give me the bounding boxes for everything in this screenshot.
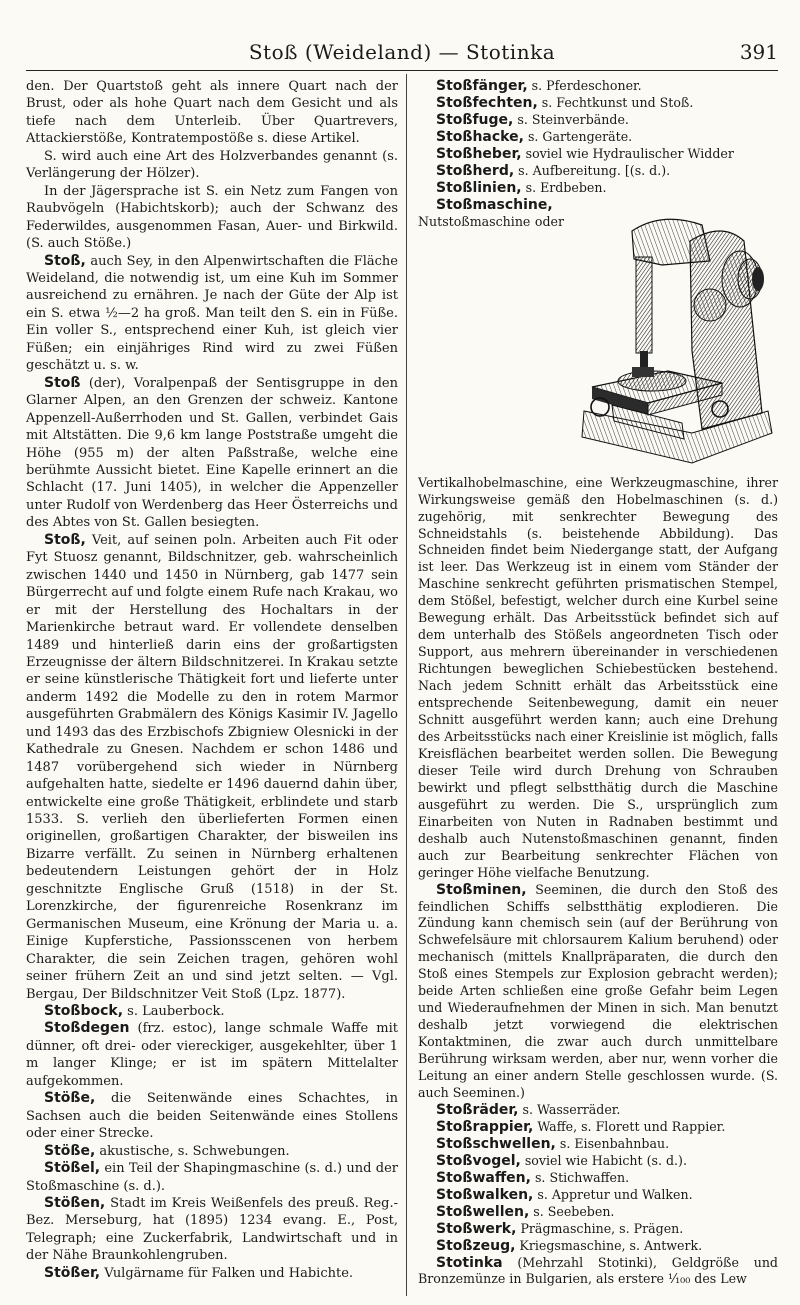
entry: Stoßrappier, Waffe, s. Florett und Rappier. bbox=[436, 1118, 726, 1135]
right-column bbox=[418, 78, 778, 1288]
headword: Stoßschwellen, bbox=[436, 1135, 556, 1152]
entry: Stoßdegen (frz. estoc), lange schmale Waffe mit dünner, oft drei- oder viereckiger, ausgekehlter, über 1 m langer Klinge; er ist im spätern Mittelalter aufgekommen. bbox=[26, 1020, 398, 1089]
headword: Stoßlinien, bbox=[436, 179, 522, 196]
entry: Stoßhacke, s. Gartengeräte. bbox=[436, 128, 633, 145]
headword: Stößen, bbox=[44, 1195, 106, 1211]
headword: Stoßwellen, bbox=[436, 1203, 530, 1220]
entry: Stoßfänger, s. Pferdeschoner. bbox=[436, 78, 642, 94]
headword: Stoßräder, bbox=[436, 1101, 519, 1118]
entry: Stoßherd, s. Aufbereitung. [(s. d.). bbox=[436, 162, 671, 179]
headword: Stoßbock, bbox=[44, 1003, 124, 1020]
entry: Stoßvogel, soviel wie Habicht (s. d.). bbox=[436, 1152, 687, 1169]
headword: Stoßfuge, bbox=[436, 111, 514, 128]
entry: Stoßräder, s. Wasserräder. bbox=[436, 1101, 621, 1118]
headword: Stoßdegen bbox=[44, 1020, 130, 1037]
entry: Stoß, auch Sey, in den Alpenwirtschaften die Fläche Weideland, die notwendig ist, um eine Kuh im Sommer ausreichend zu ernähren. Je nach der Güte der Alp ist ein S. etwa ½—2 ha groß. Man teilt den S. ein in Füße. Ein voller S., entsprechend einer Kuh, ist gleich vier Füßen; ein einjähriges Rind wird zu zwei Füßen geschätzt u. s. w. bbox=[26, 252, 398, 374]
column-divider bbox=[406, 74, 407, 1296]
entry: Stößel, ein Teil der Shapingmaschine (s. d.) und der Stoßmaschine (s. d.). bbox=[26, 1160, 398, 1194]
entry: Stoßmaschine, Nutstoßmaschine oder Vertikalhobelmaschine, eine Werkzeugmaschine, ihrer Wirkungsweise gemäß den Hobelmaschinen (s. d.) zugehörig, mit senkrechter Bewegung des Schneidstahls (s. beistehende Abbildung). Das Schneiden findet beim Niedergange statt, der Aufgang ist leer. Das Werkzeug ist in einem vom Ständer der Maschine senkrecht geführten prismatischen Stempel, dem Stößel, befestigt, welcher durch eine Kurbel seine Bewegung erhält. Das Arbeitsstück befindet sich auf dem unterhalb des Stößels angeordneten Tisch oder Support, aus mehrern übereinander in verschiedenen Richtungen beweglichen Schiebestücken bestehend. Nach jedem Schnitt erhält das Arbeitsstück eine entsprechende Seitenbewegung, damit ein neuer Schnitt ausgeführt werden kann; auch eine Drehung des Arbeitsstücks nach einer Kreislinie ist möglich, falls Kreisflächen bearbeitet werden sollen. Die Bewegung dieser Teile wird durch Drehung von Schrauben bewirkt und pflegt selbstthätig durch die Maschine ausgeführt zu werden. Die S., ursprünglich zum Einarbeiten von Nuten in Radnaben bestimmt und deshalb auch Nutenstoßmaschinen genannt, finden auch zur Bearbeitung senkrechter Flächen von geringer Höhe vielfache Benutzung. bbox=[418, 196, 778, 880]
headword: Stoßwaffen, bbox=[436, 1169, 531, 1186]
headword: Stoßfechten, bbox=[436, 94, 538, 111]
headword: Stoßherd, bbox=[436, 162, 515, 179]
entry: Stoßfuge, s. Steinverbände. bbox=[436, 111, 629, 128]
entry: Stoßheber, soviel wie Hydraulischer Widder bbox=[436, 145, 734, 162]
entry: Stöße, die Seitenwände eines Schachtes, in Sachsen auch die beiden Seitenwände eines Stollens oder einer Strecke. bbox=[26, 1090, 398, 1142]
headword: Stöße, bbox=[44, 1142, 96, 1159]
entry: Stoß, Veit, auf seinen poln. Arbeiten auch Fit oder Fyt Stuosz genannt, Bildschnitzer, geb. wahrscheinlich zwischen 1440 und 1450 in Nürnberg, gab 1477 sein Bürgerrecht auf und folgte einem Rufe nach Krakau, wo er mit der Herstellung des Hochaltars in der Marienkirche betraut ward. Er vollendete denselben 1489 und hinterließ darin eins der großartigsten Erzeugnisse der ältern Bildschnitzerei. In Krakau setzte er seine künstlerische Thätigkeit fort und lieferte unter anderm 1492 die Modelle zu den in rotem Marmor ausgeführten Grabmälern des Königs Kasimir IV. Jagello und 1493 das des Erzbischofs Zbigniew Olesnicki in der Kathedrale zu Gnesen. Nachdem er schon 1486 und 1487 vorübergehend sich wieder in Nürnberg aufgehalten hatte, siedelte er 1496 dauernd dahin über, entwickelte eine große Thätigkeit, erblindete und starb 1533. S. verlieh den überlieferten Formen einen originellen, großartigen Charakter, der bisweilen ins Bizarre verfällt. Zu seinen in Nürnberg erhaltenen bedeutendern Leistungen gehört der in Holz geschnitzte Englische Gruß (1518) in der St. Lorenzkirche, der figurenreiche Rosenkranz im Germanischen Museum, eine Krönung der Maria u. a. Einige Kupferstiche, Passionsscenen von herbem Charakter, die sein Zeichen tragen, gehören wohl seiner frühern Zeit an und sind jetzt selten. — Vgl. Bergau, Der Bildschnitzer Veit Stoß (Lpz. 1877). bbox=[26, 531, 398, 1002]
page-number: 391 bbox=[739, 40, 778, 64]
headword: Stoßminen, bbox=[436, 881, 527, 898]
entry-continuation: den. Der Quartstoß geht als innere Quart nach der Brust, oder als hohe Quart nach dem Gesicht und als tiefe nach dem Unterleib. Über Quartrevers, Attackierstöße, Kontratempostöße s. diese Artikel. bbox=[26, 79, 398, 147]
entry: Stoßwaffen, s. Stichwaffen. bbox=[436, 1169, 630, 1186]
entry: Stößen, Stadt im Kreis Weißenfels des preuß. Reg.-Bez. Merseburg, hat (1895) 1234 evang. E., Post, Telegraph; eine Zuckerfabrik, Landwirtschaft und in der Nähe Braunkohlengruben. bbox=[26, 1195, 398, 1264]
entry: Stößer, Vulgärname für Falken und Habichte. bbox=[44, 1264, 354, 1281]
entry: Stoßwerk, Prägmaschine, s. Prägen. bbox=[436, 1220, 684, 1237]
entry: Stoß (der), Voralpenpaß der Sentisgruppe in den Glarner Alpen, an den Grenzen der schweiz. Kantone Appenzell-Außerrhoden und St. Gallen, verbindet Gais mit Altstätten. Die 9,6 km lange Poststraße umgeht die Höhe (955 m) der alten Paßstraße, welche eine berühmte Aussicht bietet. Eine Kapelle erinnert an die Schlacht (17. Juni 1405), in welcher die Appenzeller unter Rudolf von Werdenberg das Heer Österreichs und des Abtes von St. Gallen besiegten. bbox=[26, 374, 398, 531]
headword: Stoß, bbox=[44, 531, 86, 548]
headword: Stoßfänger, bbox=[436, 78, 528, 94]
headword: Stoß bbox=[44, 374, 81, 391]
headword: Stotinka bbox=[436, 1254, 503, 1271]
entry: Stöße, akustische, s. Schwebungen. bbox=[44, 1142, 290, 1159]
headword: Stoßmaschine, bbox=[436, 196, 553, 213]
entry: Stoßfechten, s. Fechtkunst und Stoß. bbox=[436, 94, 694, 111]
entry: Stoßbock, s. Lauberbock. bbox=[44, 1003, 225, 1020]
headword: Stoßhacke, bbox=[436, 128, 524, 145]
headword: Stößel, bbox=[44, 1160, 101, 1177]
left-column bbox=[26, 78, 398, 1282]
machine-illustration bbox=[572, 201, 778, 473]
entry: Stotinka (Mehrzahl Stotinki), Geldgröße und Bronzemünze in Bulgarien, als erstere ¹⁄₁₀₀ des Lew bbox=[418, 1254, 778, 1287]
entry: Stoßwalken, s. Appretur und Walken. bbox=[436, 1186, 693, 1203]
headword: Stoßzeug, bbox=[436, 1237, 516, 1254]
headword: Stöße, bbox=[44, 1090, 96, 1107]
running-header bbox=[26, 40, 778, 70]
entry: Stoßschwellen, s. Eisenbahnbau. bbox=[436, 1135, 670, 1152]
entry-paragraph: In der Jägersprache ist S. ein Netz zum Fangen von Raubvögeln (Habichtskorb); auch der Schwanz des Federwildes, ausgenommen Fasan, Auer- und Birkwild. (S. auch Stöße.) bbox=[26, 183, 398, 252]
headword: Stoß, bbox=[44, 252, 86, 269]
entry: Stoßminen, Seeminen, die durch den Stoß des feindlichen Schiffs selbstthätig explodieren. Die Zündung kann chemisch sein (auf der Berührung von Schwefelsäure mit chlorsaurem Kalium beruhend) oder mechanisch (mittels Knallpräparaten, die durch den Stoß eines Stempels zur Explosion gebracht werden); beide Arten schließen eine große Gefahr beim Legen und Wiederaufnehmen der Minen in sich. Man benutzt deshalb jetzt vorwiegend die elektrischen Kontaktminen, die zwar auch durch unmittelbare Berührung wirksam werden, aber nur, wenn vorher die Leitung an einer andern Stelle geschlossen wurde. (S. auch Seeminen.) bbox=[418, 881, 778, 1100]
entry-paragraph: S. wird auch eine Art des Holzverbandes genannt (s. Verlängerung der Hölzer). bbox=[26, 148, 398, 182]
headword: Stoßwerk, bbox=[436, 1220, 517, 1237]
headword: Stößer, bbox=[44, 1264, 101, 1281]
headword: Stoßvogel, bbox=[436, 1152, 521, 1169]
entry: Stoßwellen, s. Seebeben. bbox=[436, 1203, 615, 1220]
headword: Stoßheber, bbox=[436, 145, 522, 162]
headword: Stoßrappier, bbox=[436, 1118, 534, 1135]
headword: Stoßwalken, bbox=[436, 1186, 534, 1203]
header-rule bbox=[26, 70, 778, 71]
entry: Stoßlinien, s. Erdbeben. bbox=[436, 179, 607, 196]
entry: Stoßzeug, Kriegsmaschine, s. Antwerk. bbox=[436, 1237, 703, 1254]
slotting-machine-engraving bbox=[572, 201, 778, 473]
page-title: Stoß (Weideland) — Stotinka bbox=[248, 40, 556, 64]
